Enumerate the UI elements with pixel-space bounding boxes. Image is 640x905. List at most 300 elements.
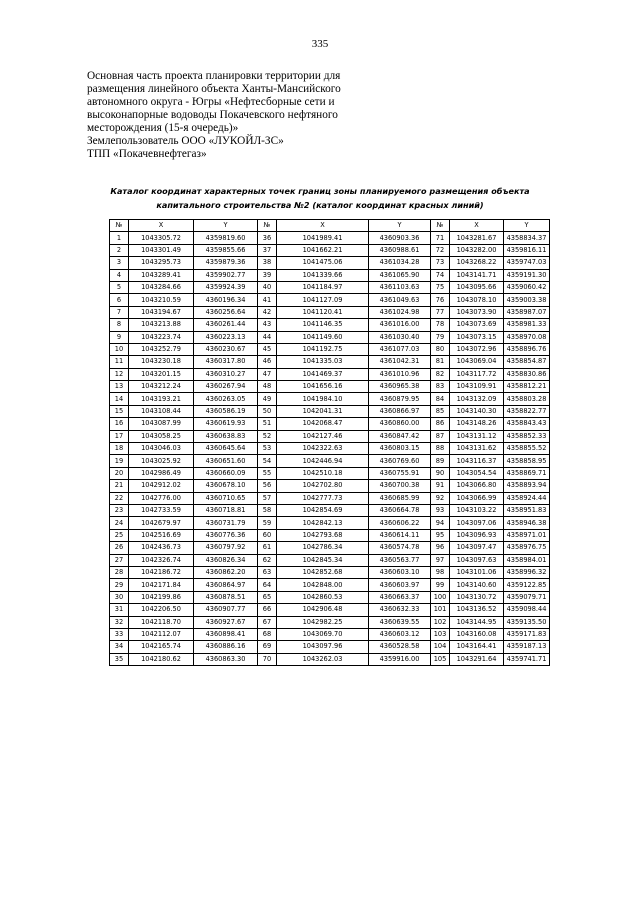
x-coordinate-cell: 1043268.22 — [450, 257, 504, 269]
x-coordinate-cell: 1043284.66 — [129, 281, 194, 293]
point-number-cell: 67 — [258, 616, 277, 628]
point-number-cell: 45 — [258, 343, 277, 355]
y-coordinate-cell: 4360988.61 — [369, 244, 431, 256]
point-number-cell: 60 — [258, 529, 277, 541]
point-number-cell: 96 — [431, 542, 450, 554]
x-coordinate-cell: 1043160.08 — [450, 628, 504, 640]
y-coordinate-cell: 4360797.92 — [194, 542, 258, 554]
point-number-cell: 3 — [110, 257, 129, 269]
point-number-cell: 30 — [110, 591, 129, 603]
point-number-cell: 103 — [431, 628, 450, 640]
point-number-cell: 65 — [258, 591, 277, 603]
column-header: X — [277, 220, 369, 232]
y-coordinate-cell: 4360864.97 — [194, 579, 258, 591]
x-coordinate-cell: 1043097.47 — [450, 542, 504, 554]
y-coordinate-cell: 4358855.52 — [504, 443, 550, 455]
y-coordinate-cell: 4360685.99 — [369, 492, 431, 504]
y-coordinate-cell: 4358896.76 — [504, 343, 550, 355]
point-number-cell: 57 — [258, 492, 277, 504]
x-coordinate-cell: 1043116.37 — [450, 455, 504, 467]
y-coordinate-cell: 4360847.42 — [369, 430, 431, 442]
table-row — [110, 343, 550, 355]
x-coordinate-cell: 1043058.25 — [129, 430, 194, 442]
y-coordinate-cell: 4360267.94 — [194, 381, 258, 393]
column-header: Y — [194, 220, 258, 232]
point-number-cell: 62 — [258, 554, 277, 566]
x-coordinate-cell: 1043194.67 — [129, 306, 194, 318]
y-coordinate-cell: 4359191.30 — [504, 269, 550, 281]
table-row — [110, 381, 550, 393]
y-coordinate-cell: 4361065.90 — [369, 269, 431, 281]
point-number-cell: 9 — [110, 331, 129, 343]
y-coordinate-cell: 4360606.22 — [369, 517, 431, 529]
y-coordinate-cell: 4358996.32 — [504, 566, 550, 578]
x-coordinate-cell: 1042165.74 — [129, 641, 194, 653]
y-coordinate-cell: 4360769.60 — [369, 455, 431, 467]
point-number-cell: 42 — [258, 306, 277, 318]
y-coordinate-cell: 4360528.58 — [369, 641, 431, 653]
table-row — [110, 542, 550, 554]
y-coordinate-cell: 4359741.71 — [504, 653, 550, 665]
point-number-cell: 11 — [110, 356, 129, 368]
table-row — [110, 356, 550, 368]
point-number-cell: 71 — [431, 232, 450, 244]
header-line: Основная часть проекта планировки территории для — [87, 70, 341, 82]
y-coordinate-cell: 4360256.64 — [194, 306, 258, 318]
y-coordinate-cell: 4361030.40 — [369, 331, 431, 343]
table-row — [110, 405, 550, 417]
point-number-cell: 79 — [431, 331, 450, 343]
x-coordinate-cell: 1043072.96 — [450, 343, 504, 355]
point-number-cell: 18 — [110, 443, 129, 455]
point-number-cell: 36 — [258, 232, 277, 244]
y-coordinate-cell: 4360632.33 — [369, 604, 431, 616]
x-coordinate-cell: 1043282.00 — [450, 244, 504, 256]
y-coordinate-cell: 4359879.36 — [194, 257, 258, 269]
x-coordinate-cell: 1043078.10 — [450, 294, 504, 306]
point-number-cell: 39 — [258, 269, 277, 281]
point-number-cell: 56 — [258, 480, 277, 492]
column-header: № — [258, 220, 277, 232]
y-coordinate-cell: 4358971.01 — [504, 529, 550, 541]
table-row — [110, 517, 550, 529]
point-number-cell: 10 — [110, 343, 129, 355]
column-header: X — [129, 220, 194, 232]
y-coordinate-cell: 4360645.64 — [194, 443, 258, 455]
x-coordinate-cell: 1043097.63 — [450, 554, 504, 566]
y-coordinate-cell: 4360614.11 — [369, 529, 431, 541]
point-number-cell: 26 — [110, 542, 129, 554]
y-coordinate-cell: 4358854.87 — [504, 356, 550, 368]
y-coordinate-cell: 4360638.83 — [194, 430, 258, 442]
point-number-cell: 72 — [431, 244, 450, 256]
column-header: Y — [504, 220, 550, 232]
point-number-cell: 27 — [110, 554, 129, 566]
y-coordinate-cell: 4359816.11 — [504, 244, 550, 256]
x-coordinate-cell: 1042702.80 — [277, 480, 369, 492]
page-number: 335 — [311, 38, 329, 50]
y-coordinate-cell: 4358812.21 — [504, 381, 550, 393]
x-coordinate-cell: 1043301.49 — [129, 244, 194, 256]
x-coordinate-cell: 1042982.25 — [277, 616, 369, 628]
x-coordinate-cell: 1043230.18 — [129, 356, 194, 368]
y-coordinate-cell: 4360886.16 — [194, 641, 258, 653]
point-number-cell: 25 — [110, 529, 129, 541]
point-number-cell: 94 — [431, 517, 450, 529]
x-coordinate-cell: 1043025.92 — [129, 455, 194, 467]
column-header: № — [110, 220, 129, 232]
point-number-cell: 13 — [110, 381, 129, 393]
point-number-cell: 83 — [431, 381, 450, 393]
x-coordinate-cell: 1043140.30 — [450, 405, 504, 417]
column-header: X — [450, 220, 504, 232]
x-coordinate-cell: 1043087.99 — [129, 418, 194, 430]
x-coordinate-cell: 1041146.35 — [277, 319, 369, 331]
point-number-cell: 47 — [258, 368, 277, 380]
point-number-cell: 52 — [258, 430, 277, 442]
table-row — [110, 443, 550, 455]
point-number-cell: 35 — [110, 653, 129, 665]
x-coordinate-cell: 1043281.67 — [450, 232, 504, 244]
point-number-cell: 77 — [431, 306, 450, 318]
point-number-cell: 4 — [110, 269, 129, 281]
table-row — [110, 616, 550, 628]
table-row — [110, 306, 550, 318]
point-number-cell: 41 — [258, 294, 277, 306]
document-header — [87, 70, 387, 161]
x-coordinate-cell: 1043101.06 — [450, 566, 504, 578]
point-number-cell: 24 — [110, 517, 129, 529]
y-coordinate-cell: 4360907.77 — [194, 604, 258, 616]
x-coordinate-cell: 1043131.12 — [450, 430, 504, 442]
table-row — [110, 281, 550, 293]
y-coordinate-cell: 4359122.85 — [504, 579, 550, 591]
y-coordinate-cell: 4360965.38 — [369, 381, 431, 393]
table-title-line-1: Каталог координат характерных точек границ зоны планируемого размещения объекта — [110, 186, 530, 196]
table-row — [110, 579, 550, 591]
point-number-cell: 90 — [431, 467, 450, 479]
x-coordinate-cell: 1043223.74 — [129, 331, 194, 343]
y-coordinate-cell: 4360663.37 — [369, 591, 431, 603]
point-number-cell: 99 — [431, 579, 450, 591]
x-coordinate-cell: 1043117.72 — [450, 368, 504, 380]
point-number-cell: 14 — [110, 393, 129, 405]
point-number-cell: 15 — [110, 405, 129, 417]
point-number-cell: 44 — [258, 331, 277, 343]
table-header-row — [110, 220, 550, 232]
x-coordinate-cell: 1042842.13 — [277, 517, 369, 529]
x-coordinate-cell: 1043103.22 — [450, 504, 504, 516]
y-coordinate-cell: 4360718.81 — [194, 504, 258, 516]
point-number-cell: 81 — [431, 356, 450, 368]
x-coordinate-cell: 1043144.95 — [450, 616, 504, 628]
table-row — [110, 467, 550, 479]
table-row — [110, 244, 550, 256]
y-coordinate-cell: 4359060.42 — [504, 281, 550, 293]
y-coordinate-cell: 4359171.83 — [504, 628, 550, 640]
y-coordinate-cell: 4360664.78 — [369, 504, 431, 516]
y-coordinate-cell: 4360903.36 — [369, 232, 431, 244]
y-coordinate-cell: 4360603.12 — [369, 628, 431, 640]
point-number-cell: 1 — [110, 232, 129, 244]
header-line: ТПП «Покачевнефтегаз» — [87, 148, 207, 160]
x-coordinate-cell: 1042777.73 — [277, 492, 369, 504]
x-coordinate-cell: 1042127.46 — [277, 430, 369, 442]
y-coordinate-cell: 4360603.97 — [369, 579, 431, 591]
table-title — [110, 184, 530, 212]
point-number-cell: 61 — [258, 542, 277, 554]
x-coordinate-cell: 1043073.90 — [450, 306, 504, 318]
point-number-cell: 2 — [110, 244, 129, 256]
y-coordinate-cell: 4358822.77 — [504, 405, 550, 417]
y-coordinate-cell: 4360826.34 — [194, 554, 258, 566]
y-coordinate-cell: 4361077.03 — [369, 343, 431, 355]
point-number-cell: 97 — [431, 554, 450, 566]
y-coordinate-cell: 4359747.03 — [504, 257, 550, 269]
x-coordinate-cell: 1043069.04 — [450, 356, 504, 368]
y-coordinate-cell: 4360700.38 — [369, 480, 431, 492]
x-coordinate-cell: 1043305.72 — [129, 232, 194, 244]
y-coordinate-cell: 4360603.10 — [369, 566, 431, 578]
x-coordinate-cell: 1042171.84 — [129, 579, 194, 591]
table-row — [110, 566, 550, 578]
y-coordinate-cell: 4360651.60 — [194, 455, 258, 467]
y-coordinate-cell: 4360879.95 — [369, 393, 431, 405]
x-coordinate-cell: 1043148.26 — [450, 418, 504, 430]
x-coordinate-cell: 1042848.00 — [277, 579, 369, 591]
y-coordinate-cell: 4360660.09 — [194, 467, 258, 479]
table-row — [110, 554, 550, 566]
y-coordinate-cell: 4358946.38 — [504, 517, 550, 529]
x-coordinate-cell: 1042322.63 — [277, 443, 369, 455]
x-coordinate-cell: 1043136.52 — [450, 604, 504, 616]
table-row — [110, 529, 550, 541]
point-number-cell: 12 — [110, 368, 129, 380]
x-coordinate-cell: 1042733.59 — [129, 504, 194, 516]
point-number-cell: 17 — [110, 430, 129, 442]
point-number-cell: 28 — [110, 566, 129, 578]
point-number-cell: 21 — [110, 480, 129, 492]
y-coordinate-cell: 4358834.37 — [504, 232, 550, 244]
y-coordinate-cell: 4358970.08 — [504, 331, 550, 343]
x-coordinate-cell: 1043097.06 — [450, 517, 504, 529]
x-coordinate-cell: 1041984.10 — [277, 393, 369, 405]
point-number-cell: 73 — [431, 257, 450, 269]
y-coordinate-cell: 4360710.65 — [194, 492, 258, 504]
table-row — [110, 628, 550, 640]
table-row — [110, 319, 550, 331]
point-number-cell: 76 — [431, 294, 450, 306]
point-number-cell: 32 — [110, 616, 129, 628]
x-coordinate-cell: 1043130.72 — [450, 591, 504, 603]
x-coordinate-cell: 1042326.74 — [129, 554, 194, 566]
x-coordinate-cell: 1043095.66 — [450, 281, 504, 293]
table-row — [110, 430, 550, 442]
x-coordinate-cell: 1042510.18 — [277, 467, 369, 479]
y-coordinate-cell: 4360223.13 — [194, 331, 258, 343]
point-number-cell: 6 — [110, 294, 129, 306]
point-number-cell: 50 — [258, 405, 277, 417]
x-coordinate-cell: 1043201.15 — [129, 368, 194, 380]
y-coordinate-cell: 4359003.38 — [504, 294, 550, 306]
y-coordinate-cell: 4360678.10 — [194, 480, 258, 492]
y-coordinate-cell: 4359819.60 — [194, 232, 258, 244]
y-coordinate-cell: 4360862.20 — [194, 566, 258, 578]
x-coordinate-cell: 1043140.60 — [450, 579, 504, 591]
point-number-cell: 29 — [110, 579, 129, 591]
x-coordinate-cell: 1041120.41 — [277, 306, 369, 318]
y-coordinate-cell: 4358803.28 — [504, 393, 550, 405]
y-coordinate-cell: 4360574.78 — [369, 542, 431, 554]
x-coordinate-cell: 1042516.69 — [129, 529, 194, 541]
point-number-cell: 82 — [431, 368, 450, 380]
point-number-cell: 34 — [110, 641, 129, 653]
table-row — [110, 232, 550, 244]
header-line: месторождения (15-я очередь)» — [87, 122, 239, 134]
x-coordinate-cell: 1041192.75 — [277, 343, 369, 355]
y-coordinate-cell: 4361034.28 — [369, 257, 431, 269]
column-header: № — [431, 220, 450, 232]
point-number-cell: 88 — [431, 443, 450, 455]
y-coordinate-cell: 4360898.41 — [194, 628, 258, 640]
y-coordinate-cell: 4360619.93 — [194, 418, 258, 430]
header-line: Землепользователь ООО «ЛУКОЙЛ-ЗС» — [87, 135, 284, 147]
table-row — [110, 393, 550, 405]
point-number-cell: 95 — [431, 529, 450, 541]
y-coordinate-cell: 4361103.63 — [369, 281, 431, 293]
header-line: высоконапорные водоводы Покачевского нефтяного — [87, 109, 338, 121]
x-coordinate-cell: 1042199.86 — [129, 591, 194, 603]
point-number-cell: 8 — [110, 319, 129, 331]
table-row — [110, 368, 550, 380]
point-number-cell: 63 — [258, 566, 277, 578]
x-coordinate-cell: 1041662.21 — [277, 244, 369, 256]
x-coordinate-cell: 1041127.09 — [277, 294, 369, 306]
table-title-line-2: капитального строительства №2 (каталог координат красных линий) — [156, 200, 484, 210]
y-coordinate-cell: 4360755.91 — [369, 467, 431, 479]
point-number-cell: 66 — [258, 604, 277, 616]
y-coordinate-cell: 4359924.39 — [194, 281, 258, 293]
y-coordinate-cell: 4360927.67 — [194, 616, 258, 628]
point-number-cell: 69 — [258, 641, 277, 653]
x-coordinate-cell: 1043108.44 — [129, 405, 194, 417]
x-coordinate-cell: 1042860.53 — [277, 591, 369, 603]
x-coordinate-cell: 1042118.70 — [129, 616, 194, 628]
point-number-cell: 55 — [258, 467, 277, 479]
point-number-cell: 48 — [258, 381, 277, 393]
x-coordinate-cell: 1043262.03 — [277, 653, 369, 665]
table-row — [110, 492, 550, 504]
x-coordinate-cell: 1041989.41 — [277, 232, 369, 244]
point-number-cell: 33 — [110, 628, 129, 640]
y-coordinate-cell: 4361010.96 — [369, 368, 431, 380]
point-number-cell: 7 — [110, 306, 129, 318]
y-coordinate-cell: 4359187.13 — [504, 641, 550, 653]
x-coordinate-cell: 1043291.64 — [450, 653, 504, 665]
point-number-cell: 84 — [431, 393, 450, 405]
y-coordinate-cell: 4360310.27 — [194, 368, 258, 380]
y-coordinate-cell: 4358981.33 — [504, 319, 550, 331]
x-coordinate-cell: 1041184.97 — [277, 281, 369, 293]
point-number-cell: 80 — [431, 343, 450, 355]
y-coordinate-cell: 4358924.44 — [504, 492, 550, 504]
x-coordinate-cell: 1043054.54 — [450, 467, 504, 479]
x-coordinate-cell: 1042845.34 — [277, 554, 369, 566]
y-coordinate-cell: 4360639.55 — [369, 616, 431, 628]
y-coordinate-cell: 4360317.80 — [194, 356, 258, 368]
header-line: автономного округа - Югры «Нефтесборные сети и — [87, 96, 335, 108]
table-row — [110, 604, 550, 616]
point-number-cell: 64 — [258, 579, 277, 591]
point-number-cell: 59 — [258, 517, 277, 529]
y-coordinate-cell: 4361024.98 — [369, 306, 431, 318]
y-coordinate-cell: 4360878.51 — [194, 591, 258, 603]
point-number-cell: 89 — [431, 455, 450, 467]
x-coordinate-cell: 1042679.97 — [129, 517, 194, 529]
point-number-cell: 86 — [431, 418, 450, 430]
x-coordinate-cell: 1041475.06 — [277, 257, 369, 269]
point-number-cell: 51 — [258, 418, 277, 430]
table-row — [110, 480, 550, 492]
point-number-cell: 49 — [258, 393, 277, 405]
point-number-cell: 58 — [258, 504, 277, 516]
y-coordinate-cell: 4360863.30 — [194, 653, 258, 665]
y-coordinate-cell: 4358869.71 — [504, 467, 550, 479]
y-coordinate-cell: 4359916.00 — [369, 653, 431, 665]
table-row — [110, 455, 550, 467]
point-number-cell: 5 — [110, 281, 129, 293]
y-coordinate-cell: 4360196.34 — [194, 294, 258, 306]
x-coordinate-cell: 1043131.62 — [450, 443, 504, 455]
point-number-cell: 102 — [431, 616, 450, 628]
y-coordinate-cell: 4358976.75 — [504, 542, 550, 554]
x-coordinate-cell: 1043193.21 — [129, 393, 194, 405]
y-coordinate-cell: 4360866.97 — [369, 405, 431, 417]
point-number-cell: 19 — [110, 455, 129, 467]
point-number-cell: 23 — [110, 504, 129, 516]
table-row — [110, 591, 550, 603]
y-coordinate-cell: 4361042.31 — [369, 356, 431, 368]
point-number-cell: 105 — [431, 653, 450, 665]
point-number-cell: 31 — [110, 604, 129, 616]
table-row — [110, 331, 550, 343]
point-number-cell: 91 — [431, 480, 450, 492]
x-coordinate-cell: 1043069.70 — [277, 628, 369, 640]
x-coordinate-cell: 1042436.73 — [129, 542, 194, 554]
x-coordinate-cell: 1042854.69 — [277, 504, 369, 516]
x-coordinate-cell: 1043097.96 — [277, 641, 369, 653]
y-coordinate-cell: 4359855.66 — [194, 244, 258, 256]
y-coordinate-cell: 4358951.83 — [504, 504, 550, 516]
y-coordinate-cell: 4358852.33 — [504, 430, 550, 442]
y-coordinate-cell: 4360230.67 — [194, 343, 258, 355]
x-coordinate-cell: 1043213.88 — [129, 319, 194, 331]
point-number-cell: 104 — [431, 641, 450, 653]
x-coordinate-cell: 1041656.16 — [277, 381, 369, 393]
y-coordinate-cell: 4361016.00 — [369, 319, 431, 331]
y-coordinate-cell: 4358893.94 — [504, 480, 550, 492]
y-coordinate-cell: 4358987.07 — [504, 306, 550, 318]
x-coordinate-cell: 1043289.41 — [129, 269, 194, 281]
column-header: Y — [369, 220, 431, 232]
x-coordinate-cell: 1043066.99 — [450, 492, 504, 504]
x-coordinate-cell: 1043066.80 — [450, 480, 504, 492]
x-coordinate-cell: 1042180.62 — [129, 653, 194, 665]
y-coordinate-cell: 4361049.63 — [369, 294, 431, 306]
y-coordinate-cell: 4359079.71 — [504, 591, 550, 603]
y-coordinate-cell: 4358984.01 — [504, 554, 550, 566]
point-number-cell: 16 — [110, 418, 129, 430]
